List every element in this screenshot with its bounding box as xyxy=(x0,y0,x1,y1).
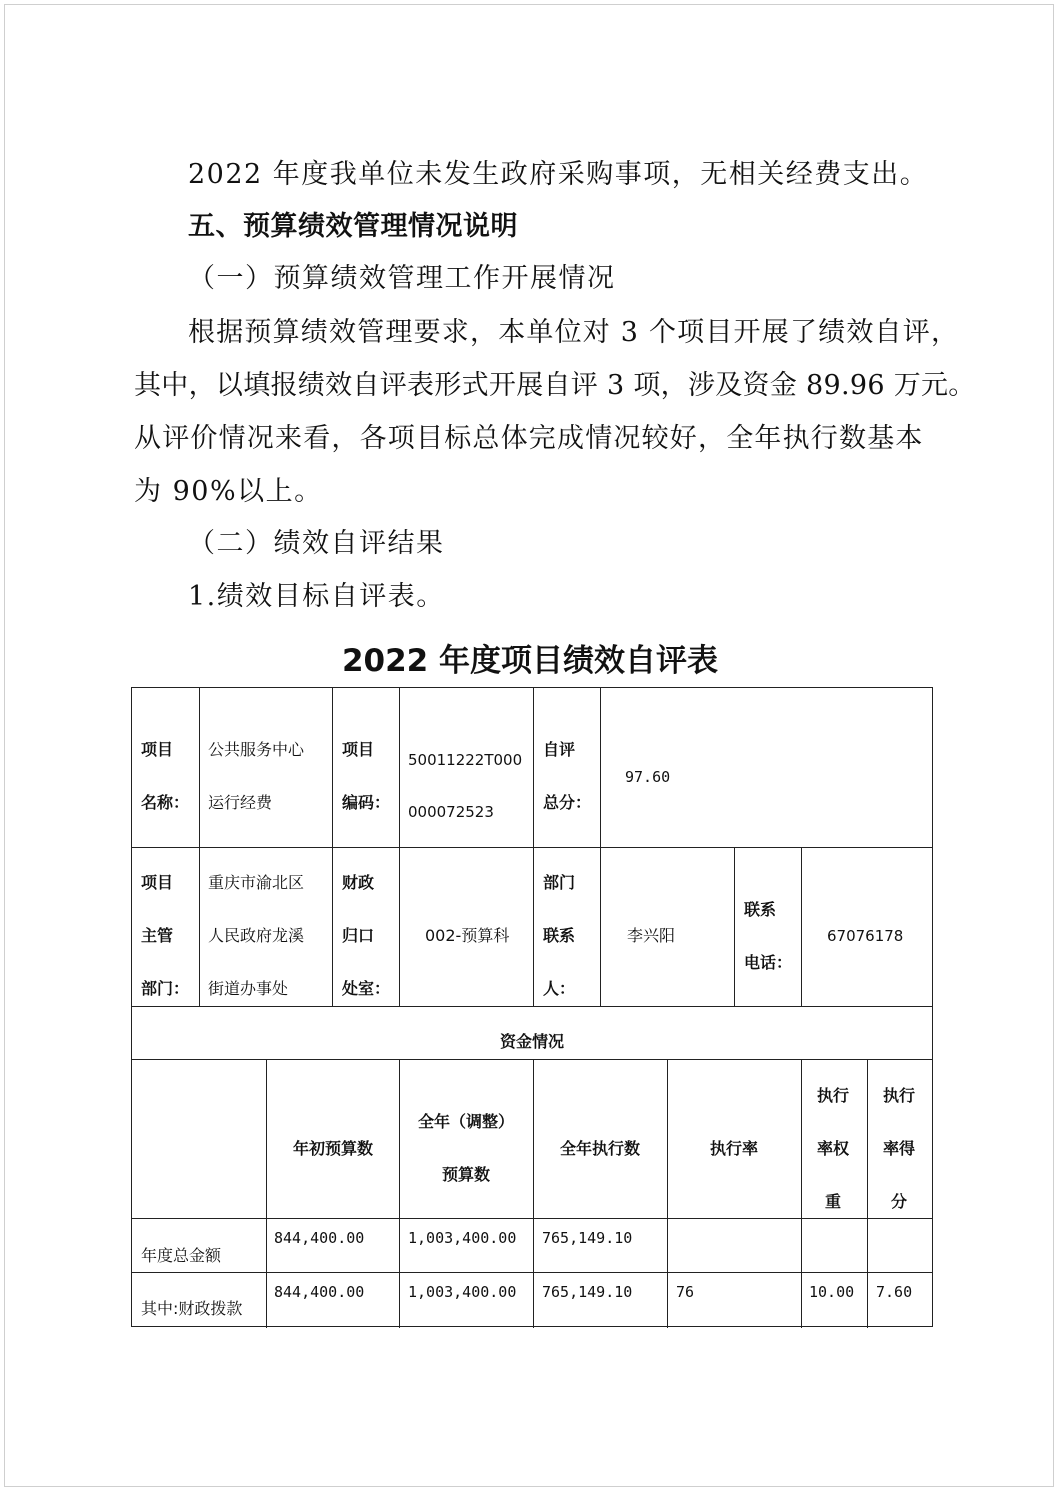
table-rule xyxy=(600,847,601,1006)
table-rule xyxy=(533,1059,534,1328)
header-rate-weight-3: 重 xyxy=(824,1192,841,1211)
phone-label-2: 电话： xyxy=(744,953,793,972)
table-rule xyxy=(332,688,333,847)
phone-label-1: 联系 xyxy=(744,900,777,919)
table-rule xyxy=(399,847,400,1006)
project-name-value-2: 运行经费 xyxy=(208,793,273,812)
table-row-label: 年度总金额 xyxy=(141,1246,222,1265)
table-rule xyxy=(132,1006,932,1007)
office-label-3: 处室： xyxy=(342,979,391,998)
section-heading-5: 五、预算绩效管理情况说明 xyxy=(188,211,518,242)
contact-label-2: 联系 xyxy=(543,926,576,945)
table-rule xyxy=(399,1059,400,1328)
paragraph-line-4: 为 90%以上。 xyxy=(134,476,323,507)
office-label-2: 归口 xyxy=(342,926,375,945)
table-rule xyxy=(734,847,735,1006)
project-code-value-1: 50011222T000 xyxy=(408,751,523,769)
project-name-label-2: 名称： xyxy=(141,793,190,812)
table-cell-executed: 765,149.10 xyxy=(542,1229,633,1247)
performance-table xyxy=(131,687,933,1327)
header-rate-score-2: 率得 xyxy=(882,1139,915,1158)
table-cell-score: 7.60 xyxy=(876,1283,913,1301)
table-cell-adjusted: 1,003,400.00 xyxy=(408,1229,517,1247)
paragraph-line-2: 其中，以填报绩效自评表形式开展自评 3 项，涉及资金 89.96 万元。 xyxy=(134,370,976,401)
dept-value-3: 街道办事处 xyxy=(208,979,289,998)
table-rule xyxy=(332,847,333,1006)
contact-label-3: 人： xyxy=(543,979,576,998)
table-cell-rate: 76 xyxy=(676,1283,695,1301)
table-title: 2022 年度项目绩效自评表 xyxy=(341,643,719,679)
table-cell-initial: 844,400.00 xyxy=(274,1229,365,1247)
header-executed: 全年执行数 xyxy=(559,1139,640,1158)
table-cell-initial: 844,400.00 xyxy=(274,1283,365,1301)
project-code-value-2: 000072523 xyxy=(408,803,494,821)
header-rate-score-1: 执行 xyxy=(882,1086,915,1105)
table-rule xyxy=(132,1218,932,1219)
phone-value: 67076178 xyxy=(827,927,904,945)
subsection-heading-5-1: （一）预算绩效管理工作开展情况 xyxy=(188,263,616,294)
office-value: 002-预算科 xyxy=(425,926,510,945)
table-rule xyxy=(132,847,932,848)
table-rule xyxy=(533,847,534,1006)
table-rule xyxy=(399,688,400,847)
project-code-label-2: 编码： xyxy=(342,793,391,812)
self-score-value: 97.60 xyxy=(625,768,671,786)
header-rate-score-3: 分 xyxy=(890,1192,907,1211)
contact-label-1: 部门 xyxy=(543,873,576,892)
table-rule xyxy=(132,1272,932,1273)
header-rate-weight-2: 率权 xyxy=(816,1139,849,1158)
self-score-label-2: 总分： xyxy=(543,793,592,812)
paragraph-line-3: 从评价情况来看，各项目标总体完成情况较好，全年执行数基本 xyxy=(134,423,924,454)
dept-label-2: 主管 xyxy=(141,926,174,945)
table-rule xyxy=(132,1059,932,1060)
subsection-heading-5-2-1: 1.绩效目标自评表。 xyxy=(188,581,445,612)
dept-value-2: 人民政府龙溪 xyxy=(208,926,305,945)
office-label-1: 财政 xyxy=(342,873,375,892)
project-name-value-1: 公共服务中心 xyxy=(208,740,305,759)
paragraph-procurement: 2022 年度我单位未发生政府采购事项，无相关经费支出。 xyxy=(188,159,929,190)
header-execution-rate: 执行率 xyxy=(709,1139,758,1158)
table-rule xyxy=(199,847,200,1006)
table-rule xyxy=(266,1059,267,1328)
header-adjusted-budget-2: 预算数 xyxy=(441,1165,490,1184)
header-initial-budget: 年初预算数 xyxy=(292,1139,373,1158)
self-score-label-1: 自评 xyxy=(543,740,576,759)
table-cell-weight: 10.00 xyxy=(809,1283,855,1301)
contact-value: 李兴阳 xyxy=(627,926,676,945)
table-row-label: 其中:财政拨款 xyxy=(141,1299,243,1318)
table-cell-executed: 765,149.10 xyxy=(542,1283,633,1301)
paragraph-line-1: 根据预算绩效管理要求，本单位对 3 个项目开展了绩效自评， xyxy=(188,317,960,348)
dept-label-3: 部门： xyxy=(141,979,190,998)
table-rule xyxy=(801,847,802,1006)
project-name-label-1: 项目 xyxy=(141,740,174,759)
table-rule xyxy=(533,688,534,847)
table-rule xyxy=(199,688,200,847)
header-rate-weight-1: 执行 xyxy=(816,1086,849,1105)
project-code-label-1: 项目 xyxy=(342,740,375,759)
table-rule xyxy=(600,688,601,847)
dept-value-1: 重庆市渝北区 xyxy=(208,873,305,892)
header-adjusted-budget-1: 全年（调整） xyxy=(417,1112,514,1131)
dept-label-1: 项目 xyxy=(141,873,174,892)
table-rule xyxy=(667,1059,668,1328)
subsection-heading-5-2: （二）绩效自评结果 xyxy=(188,528,445,559)
table-cell-adjusted: 1,003,400.00 xyxy=(408,1283,517,1301)
funds-section-title: 资金情况 xyxy=(499,1032,564,1051)
